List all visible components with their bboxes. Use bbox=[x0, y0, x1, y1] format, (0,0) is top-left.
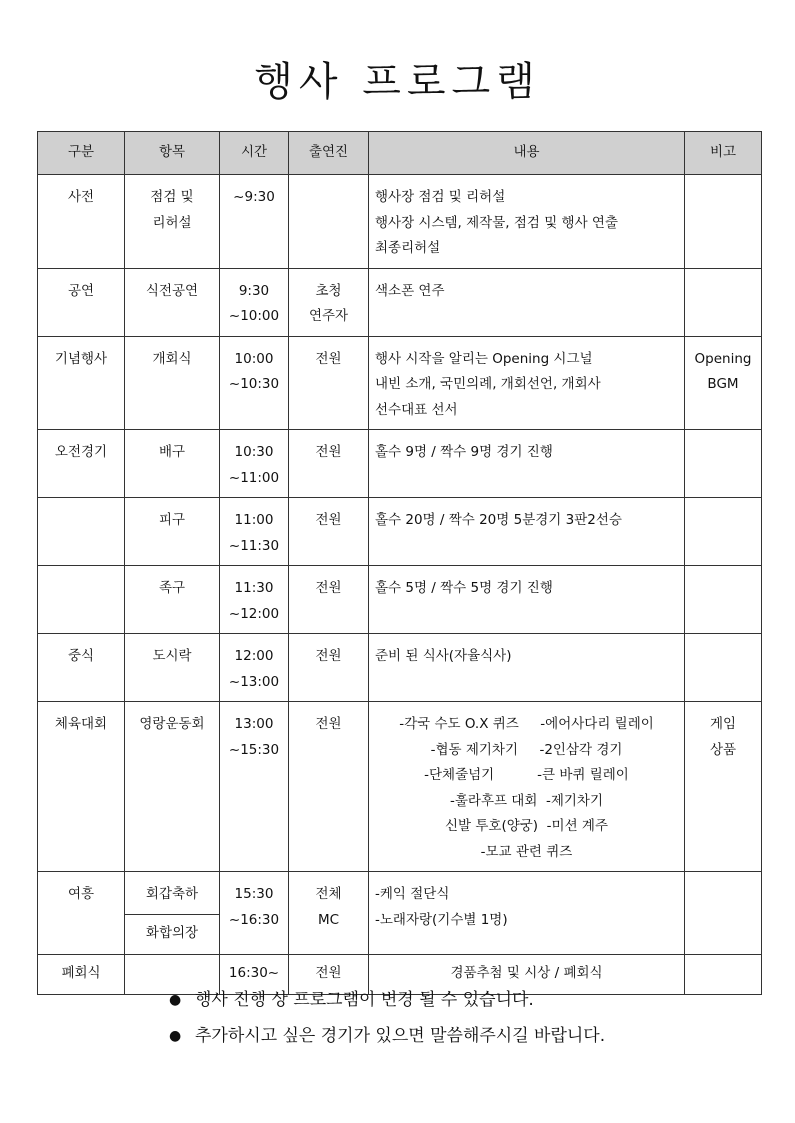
cell-cast: 전원 bbox=[289, 498, 369, 566]
cell-time: 11:30 ~12:00 bbox=[220, 566, 289, 634]
cell-content: 홀수 9명 / 짝수 9명 경기 진행 bbox=[369, 430, 685, 498]
table-row bbox=[38, 268, 762, 336]
cell-item: 피구 bbox=[125, 498, 220, 566]
cell-content: 홀수 20명 / 짝수 20명 5분경기 3판2선승 bbox=[369, 498, 685, 566]
cell-cast: 전원 bbox=[289, 566, 369, 634]
table-row bbox=[38, 498, 762, 566]
cell-cast: 전원 bbox=[289, 634, 369, 702]
cell-content: 행사장 점검 및 리허설 행사장 시스템, 제작물, 점검 및 행사 연출 최종리허설 bbox=[369, 175, 685, 269]
cell-note bbox=[685, 175, 762, 269]
cell-cast: 전원 bbox=[289, 336, 369, 430]
program-table bbox=[37, 131, 762, 995]
table-row bbox=[38, 175, 762, 269]
bullet-icon: ● bbox=[169, 1028, 182, 1044]
cell-content: 경품추첨 및 시상 / 폐회식 bbox=[369, 954, 685, 994]
cell-item: 점검 및 리허설 bbox=[125, 175, 220, 269]
cell-note: 게임 상품 bbox=[685, 702, 762, 872]
cell-category: 폐회식 bbox=[38, 954, 125, 994]
cell-time: 11:00 ~11:30 bbox=[220, 498, 289, 566]
cell-note bbox=[685, 268, 762, 336]
header-content: 내용 bbox=[369, 132, 685, 175]
note-text: 추가하시고 싶은 경기가 있으면 말씀해주시길 바랍니다. bbox=[195, 1026, 606, 1046]
cell-time: 13:00 ~15:30 bbox=[220, 702, 289, 872]
cell-time: 10:30 ~11:00 bbox=[220, 430, 289, 498]
cell-category: 중식 bbox=[38, 634, 125, 702]
cell-note bbox=[685, 566, 762, 634]
table-row bbox=[38, 702, 762, 872]
table-row bbox=[38, 336, 762, 430]
cell-item: 식전공연 bbox=[125, 268, 220, 336]
table-row bbox=[38, 872, 762, 915]
cell-content: -케익 절단식 -노래자랑(기수별 1명) bbox=[369, 872, 685, 955]
cell-category: 기념행사 bbox=[38, 336, 125, 430]
cell-item: 화합의장 bbox=[125, 914, 220, 954]
note-text: 행사 진행 상 프로그램이 변경 될 수 있습니다. bbox=[195, 990, 534, 1010]
cell-cast: 초청 연주자 bbox=[289, 268, 369, 336]
page-title: 행사 프로그램 bbox=[254, 59, 541, 105]
cell-category: 체육대회 bbox=[38, 702, 125, 872]
cell-time: 16:30~ bbox=[220, 954, 289, 994]
cell-time: 10:00 ~10:30 bbox=[220, 336, 289, 430]
cell-item: 개회식 bbox=[125, 336, 220, 430]
cell-note bbox=[685, 430, 762, 498]
cell-content: 색소폰 연주 bbox=[369, 268, 685, 336]
cell-note bbox=[685, 872, 762, 955]
cell-cast: 전원 bbox=[289, 430, 369, 498]
table-row bbox=[38, 634, 762, 702]
table-header-row bbox=[38, 132, 762, 175]
header-category: 구분 bbox=[38, 132, 125, 175]
cell-item: 회갑축하 bbox=[125, 872, 220, 915]
table-row bbox=[38, 430, 762, 498]
cell-content: 행사 시작을 알리는 Opening 시그널 내빈 소개, 국민의례, 개회선언, 개회사 선수대표 선서 bbox=[369, 336, 685, 430]
cell-note bbox=[685, 954, 762, 994]
header-item: 항목 bbox=[125, 132, 220, 175]
header-cast: 출연진 bbox=[289, 132, 369, 175]
cell-time: ~9:30 bbox=[220, 175, 289, 269]
header-note: 비고 bbox=[685, 132, 762, 175]
cell-content: 준비 된 식사(자율식사) bbox=[369, 634, 685, 702]
cell-category bbox=[38, 566, 125, 634]
cell-cast: 전원 bbox=[289, 954, 369, 994]
header-time: 시간 bbox=[220, 132, 289, 175]
cell-item: 도시락 bbox=[125, 634, 220, 702]
table-row bbox=[38, 566, 762, 634]
notes-list bbox=[165, 988, 605, 1060]
bullet-icon: ● bbox=[169, 992, 182, 1008]
cell-time: 15:30 ~16:30 bbox=[220, 872, 289, 955]
cell-category: 오전경기 bbox=[38, 430, 125, 498]
cell-item: 배구 bbox=[125, 430, 220, 498]
cell-content: 홀수 5명 / 짝수 5명 경기 진행 bbox=[369, 566, 685, 634]
cell-cast bbox=[289, 175, 369, 269]
cell-category bbox=[38, 498, 125, 566]
cell-item: 족구 bbox=[125, 566, 220, 634]
cell-time: 12:00 ~13:00 bbox=[220, 634, 289, 702]
cell-item: 영랑운동회 bbox=[125, 702, 220, 872]
cell-note bbox=[685, 634, 762, 702]
cell-category: 여흥 bbox=[38, 872, 125, 955]
cell-time: 9:30 ~10:00 bbox=[220, 268, 289, 336]
cell-note: Opening BGM bbox=[685, 336, 762, 430]
cell-category: 공연 bbox=[38, 268, 125, 336]
cell-cast: 전원 bbox=[289, 702, 369, 872]
cell-category: 사전 bbox=[38, 175, 125, 269]
cell-cast: 전체 MC bbox=[289, 872, 369, 955]
cell-content-games: -각국 수도 O.X 퀴즈 -에어사다리 릴레이 -협동 제기차기 -2인삼각 경기 -단체줄넘기 -큰 바퀴 릴레이 -훌라후프 대회 -제기차기 신발 투호(양궁) -미션 계주 -모교 관련 퀴즈 bbox=[369, 702, 685, 872]
cell-note bbox=[685, 498, 762, 566]
list-item bbox=[165, 988, 605, 1012]
list-item bbox=[165, 1024, 605, 1048]
